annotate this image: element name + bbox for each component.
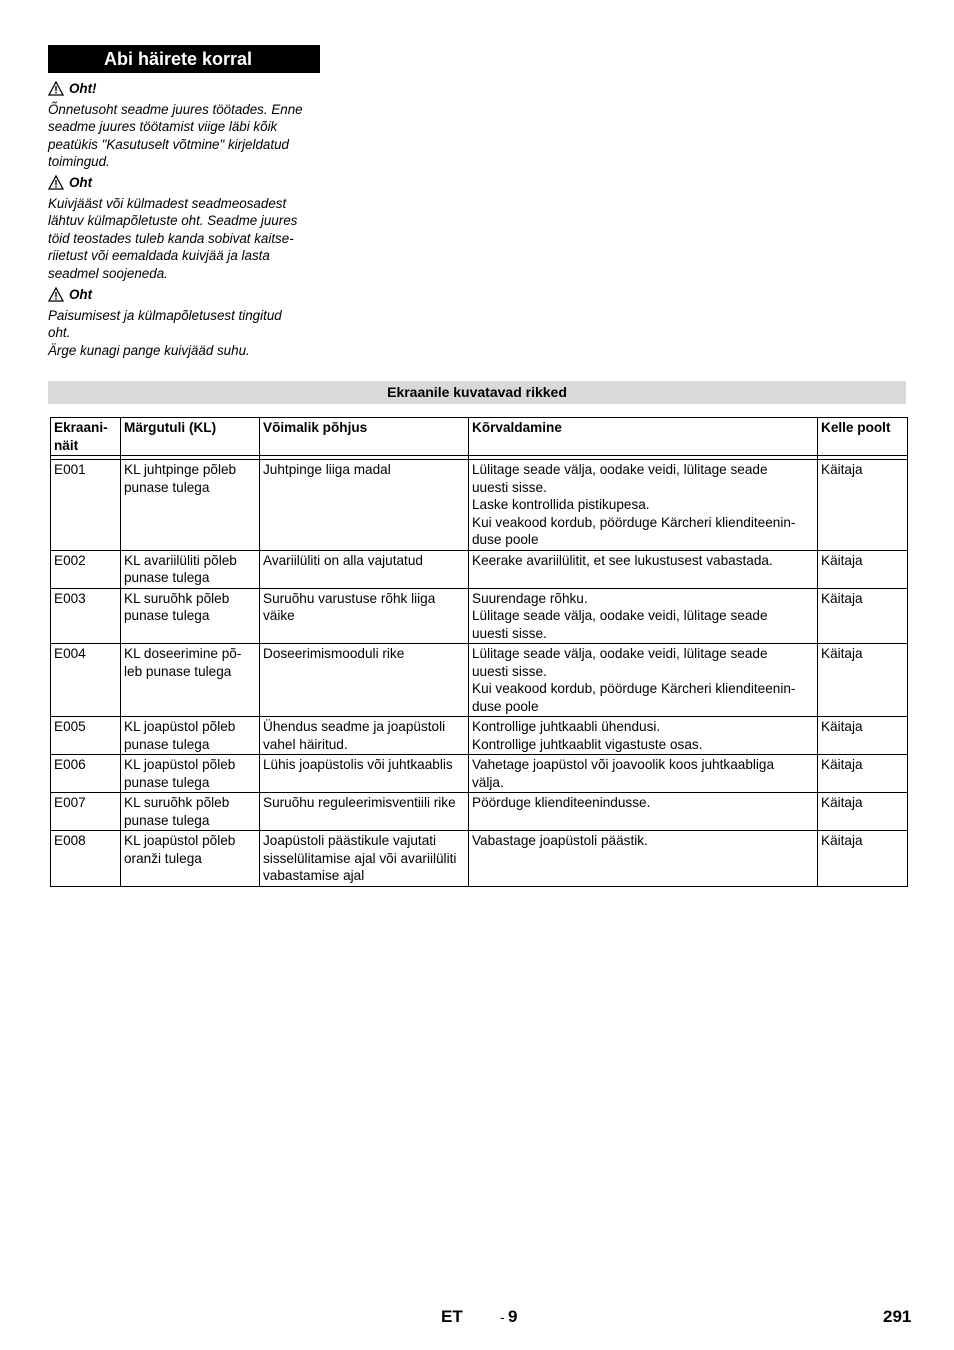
cell-remedy: Vabastage joapüstoli päästik. — [469, 831, 818, 887]
cell-by-whom: Käitaja — [818, 755, 908, 793]
cell-cause: Juhtpinge liiga madal — [260, 460, 469, 551]
cell-cause: Lühis joapüstolis või juhtkaablis — [260, 755, 469, 793]
cell-code: E006 — [51, 755, 121, 793]
table-row — [51, 793, 908, 831]
warning-block — [48, 286, 323, 359]
cell-remedy: Kontrollige juhtkaabli ühendusi. Kontrollige juhtkaablit vigastuste osas. — [469, 717, 818, 755]
warning-text: Paisumisest ja külmapõletusest tingitud oht. Ärge kunagi pange kuivjääd suhu. — [48, 307, 282, 358]
cell-cause: Ühendus seadme ja joapüstoli vahel häiritud. — [260, 717, 469, 755]
cell-by-whom: Käitaja — [818, 644, 908, 717]
table-row — [51, 644, 908, 717]
cell-by-whom: Käitaja — [818, 717, 908, 755]
footer-dash: - — [500, 1309, 505, 1325]
cell-code: E007 — [51, 793, 121, 831]
cell-indicator: KL joapüstol põleb oranži tulega — [121, 831, 260, 887]
warning-title: Oht — [69, 175, 93, 190]
cell-cause: Suruõhu reguleerimisventiili rike — [260, 793, 469, 831]
warning-title: Oht — [69, 287, 93, 302]
cell-remedy: Lülitage seade välja, oodake veidi, lülitage seade uuesti sisse. Kui veakood kordub, pöörduge Kärcheri klienditeenin- duse poole — [469, 644, 818, 717]
warning-block — [48, 174, 323, 283]
cell-code: E001 — [51, 460, 121, 551]
cell-remedy: Suurendage rõhku. Lülitage seade välja, oodake veidi, lülitage seade uuesti sisse. — [469, 588, 818, 644]
column-header-code: Ekraani- näit — [51, 418, 121, 456]
warning-triangle-icon — [48, 81, 64, 96]
column-header-cause: Võimalik põhjus — [260, 418, 469, 456]
cell-indicator: KL suruõhk põleb punase tulega — [121, 588, 260, 644]
table-row — [51, 550, 908, 588]
cell-cause: Doseerimismooduli rike — [260, 644, 469, 717]
warning-triangle-icon — [48, 287, 64, 302]
cell-indicator: KL juhtpinge põleb punase tulega — [121, 460, 260, 551]
table-row — [51, 588, 908, 644]
table-row — [51, 831, 908, 887]
cell-code: E003 — [51, 588, 121, 644]
cell-cause: Avariilüliti on alla vajutatud — [260, 550, 469, 588]
warning-block — [48, 80, 323, 171]
table-header-row — [51, 418, 908, 456]
table-row — [51, 717, 908, 755]
cell-remedy: Vahetage joapüstol või joavoolik koos juhtkaabliga välja. — [469, 755, 818, 793]
warning-title: Oht! — [69, 81, 97, 96]
cell-cause: Suruõhu varustuse rõhk liiga väike — [260, 588, 469, 644]
cell-remedy: Pöörduge klienditeenindusse. — [469, 793, 818, 831]
table-row — [51, 460, 908, 551]
cell-by-whom: Käitaja — [818, 588, 908, 644]
footer-section-page: 9 — [508, 1307, 518, 1326]
cell-code: E005 — [51, 717, 121, 755]
warning-text: Kuivjääst või külmadest seadmeosadest lähtuv külmapõletuste oht. Seadme juures töid teostades tuleb kanda sobivat kaitse- riietust või eemaldada kuivjää ja lasta seadmel soojeneda. — [48, 195, 298, 281]
warning-text: Õnnetusoht seadme juures töötades. Enne seadme juures töötamist viige läbi kõik peatükis "Kasutuselt võtmine" kirjeldatud toimingud. — [48, 101, 303, 170]
cell-indicator: KL doseerimine põ- leb punase tulega — [121, 644, 260, 717]
cell-indicator: KL suruõhk põleb punase tulega — [121, 793, 260, 831]
cell-code: E008 — [51, 831, 121, 887]
table-title: Ekraanile kuvatavad rikked — [48, 381, 906, 404]
footer-language: ET — [441, 1307, 463, 1326]
column-header-by-whom: Kelle poolt — [818, 418, 908, 456]
cell-indicator: KL joapüstol põleb punase tulega — [121, 717, 260, 755]
cell-indicator: KL joapüstol põleb punase tulega — [121, 755, 260, 793]
cell-by-whom: Käitaja — [818, 831, 908, 887]
warning-triangle-icon — [48, 175, 64, 190]
column-header-indicator: Märgutuli (KL) — [121, 418, 260, 456]
cell-remedy: Keerake avariilülitit, et see lukustusest vabastada. — [469, 550, 818, 588]
cell-cause: Joapüstoli päästikule vajutati sisselülitamise ajal või avariilüliti vabastamise ajal — [260, 831, 469, 887]
cell-code: E004 — [51, 644, 121, 717]
cell-by-whom: Käitaja — [818, 550, 908, 588]
section-title: Abi häirete korral — [48, 45, 320, 73]
footer-page-number: 291 — [883, 1307, 912, 1326]
cell-remedy: Lülitage seade välja, oodake veidi, lülitage seade uuesti sisse. Laske kontrollida pistikupesa. Kui veakood kordub, pöörduge Kärcheri klienditeenin- duse poole — [469, 460, 818, 551]
cell-by-whom: Käitaja — [818, 793, 908, 831]
cell-code: E002 — [51, 550, 121, 588]
column-header-remedy: Kõrvaldamine — [469, 418, 818, 456]
table-row — [51, 755, 908, 793]
cell-indicator: KL avariilüliti põleb punase tulega — [121, 550, 260, 588]
error-table — [50, 417, 908, 887]
cell-by-whom: Käitaja — [818, 460, 908, 551]
